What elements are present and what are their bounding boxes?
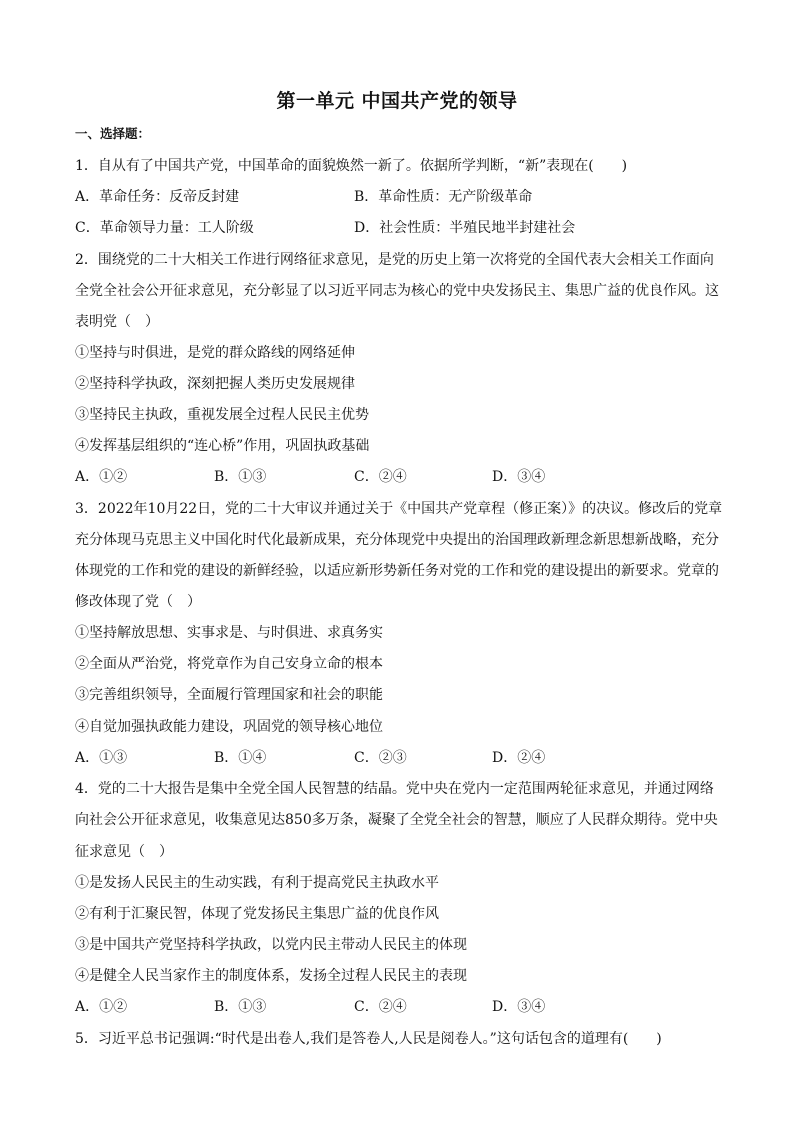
q3-option-c: C．②③: [354, 750, 407, 766]
q4-statement-4: ④是健全人民当家作主的制度体系，发扬全过程人民民主的表现: [75, 968, 467, 984]
q4-option-c: C．②④: [354, 999, 407, 1015]
q4-option-a: A．①②: [75, 999, 128, 1015]
q1-option-d: D．社会性质：半殖民地半封建社会: [354, 220, 576, 236]
q3-stem-line-2: 充分体现马克思主义中国化时代化最新成果，充分体现党中央提出的治国理政新理念新思想新战略，充分: [75, 532, 719, 548]
q4-stem-line-3: 征求意见（ ）: [75, 844, 173, 860]
q3-option-d: D．②④: [492, 750, 546, 766]
q3-statement-3: ③完善组织领导，全面履行管理国家和社会的职能: [75, 687, 383, 703]
q2-option-a: A．①②: [75, 469, 128, 485]
q5-stem: 5．习近平总书记强调:“时代是出卷人,我们是答卷人,人民是阅卷人。”这句话包含的道理有( ): [75, 1031, 662, 1047]
q1-option-c: C．革命领导力量：工人阶级: [75, 220, 254, 236]
q3-option-b: B．①④: [214, 750, 267, 766]
q2-option-c: C．②④: [354, 469, 407, 485]
q4-statement-2: ②有利于汇聚民智，体现了党发扬民主集思广益的优良作风: [75, 906, 439, 922]
q2-stem-line-2: 全党全社会公开征求意见，充分彰显了以习近平同志为核心的党中央发扬民主、集思广益的优良作风。这: [75, 283, 719, 299]
q3-statement-4: ④自觉加强执政能力建设，巩固党的领导核心地位: [75, 719, 383, 735]
q2-statement-3: ③坚持民主执政，重视发展全过程人民民主优势: [75, 407, 369, 423]
q3-stem-line-4: 修改体现了党（ ）: [75, 594, 201, 610]
q1-option-b: B．革命性质：无产阶级革命: [354, 189, 533, 205]
q3-stem-line-3: 体现党的工作和党的建设的新鲜经验，以适应新形势新任务对党的工作和党的建设提出的新要求。党章的: [75, 563, 719, 579]
q4-option-b: B．①③: [214, 999, 267, 1015]
q1-stem: 1．自从有了中国共产党，中国革命的面貌焕然一新了。依据所学判断，“新”表现在( ): [75, 158, 628, 174]
q4-statement-1: ①是发扬人民民主的生动实践，有利于提高党民主执政水平: [75, 875, 439, 891]
q2-statement-2: ②坚持科学执政，深刻把握人类历史发展规律: [75, 376, 355, 392]
q4-option-d: D．③④: [492, 999, 546, 1015]
q3-statement-1: ①坚持解放思想、实事求是、与时俱进、求真务实: [75, 625, 383, 641]
q1-option-a: A．革命任务：反帝反封建: [75, 189, 240, 205]
q2-statement-4: ④发挥基层组织的“连心桥”作用，巩固执政基础: [75, 438, 370, 454]
q3-stem-line-1: 3．2022年10月22日，党的二十大审议并通过关于《中国共产党章程（修正案）》的决议。修改后的党章: [75, 501, 723, 517]
q2-option-b: B．①③: [214, 469, 267, 485]
section-heading: 一、选择题：: [75, 126, 151, 141]
page-title: 第一单元 中国共产党的领导: [276, 90, 518, 112]
q2-stem-line-3: 表明党（ ）: [75, 314, 159, 330]
q2-statement-1: ①坚持与时俱进，是党的群众路线的网络延伸: [75, 345, 355, 361]
q2-stem-line-1: 2．围绕党的二十大相关工作进行网络征求意见，是党的历史上第一次将党的全国代表大会相关工作面向: [75, 252, 714, 268]
q4-stem-line-1: 4．党的二十大报告是集中全党全国人民智慧的结晶。党中央在党内一定范围两轮征求意见，并通过网络: [75, 781, 714, 797]
q3-statement-2: ②全面从严治党，将党章作为自己安身立命的根本: [75, 656, 383, 672]
q3-option-a: A．①③: [75, 750, 128, 766]
q4-statement-3: ③是中国共产党坚持科学执政，以党内民主带动人民民主的体现: [75, 937, 467, 953]
q2-option-d: D．③④: [492, 469, 546, 485]
q4-stem-line-2: 向社会公开征求意见，收集意见达850多万条，凝聚了全党全社会的智慧，顺应了人民群众期待。党中央: [75, 812, 718, 828]
